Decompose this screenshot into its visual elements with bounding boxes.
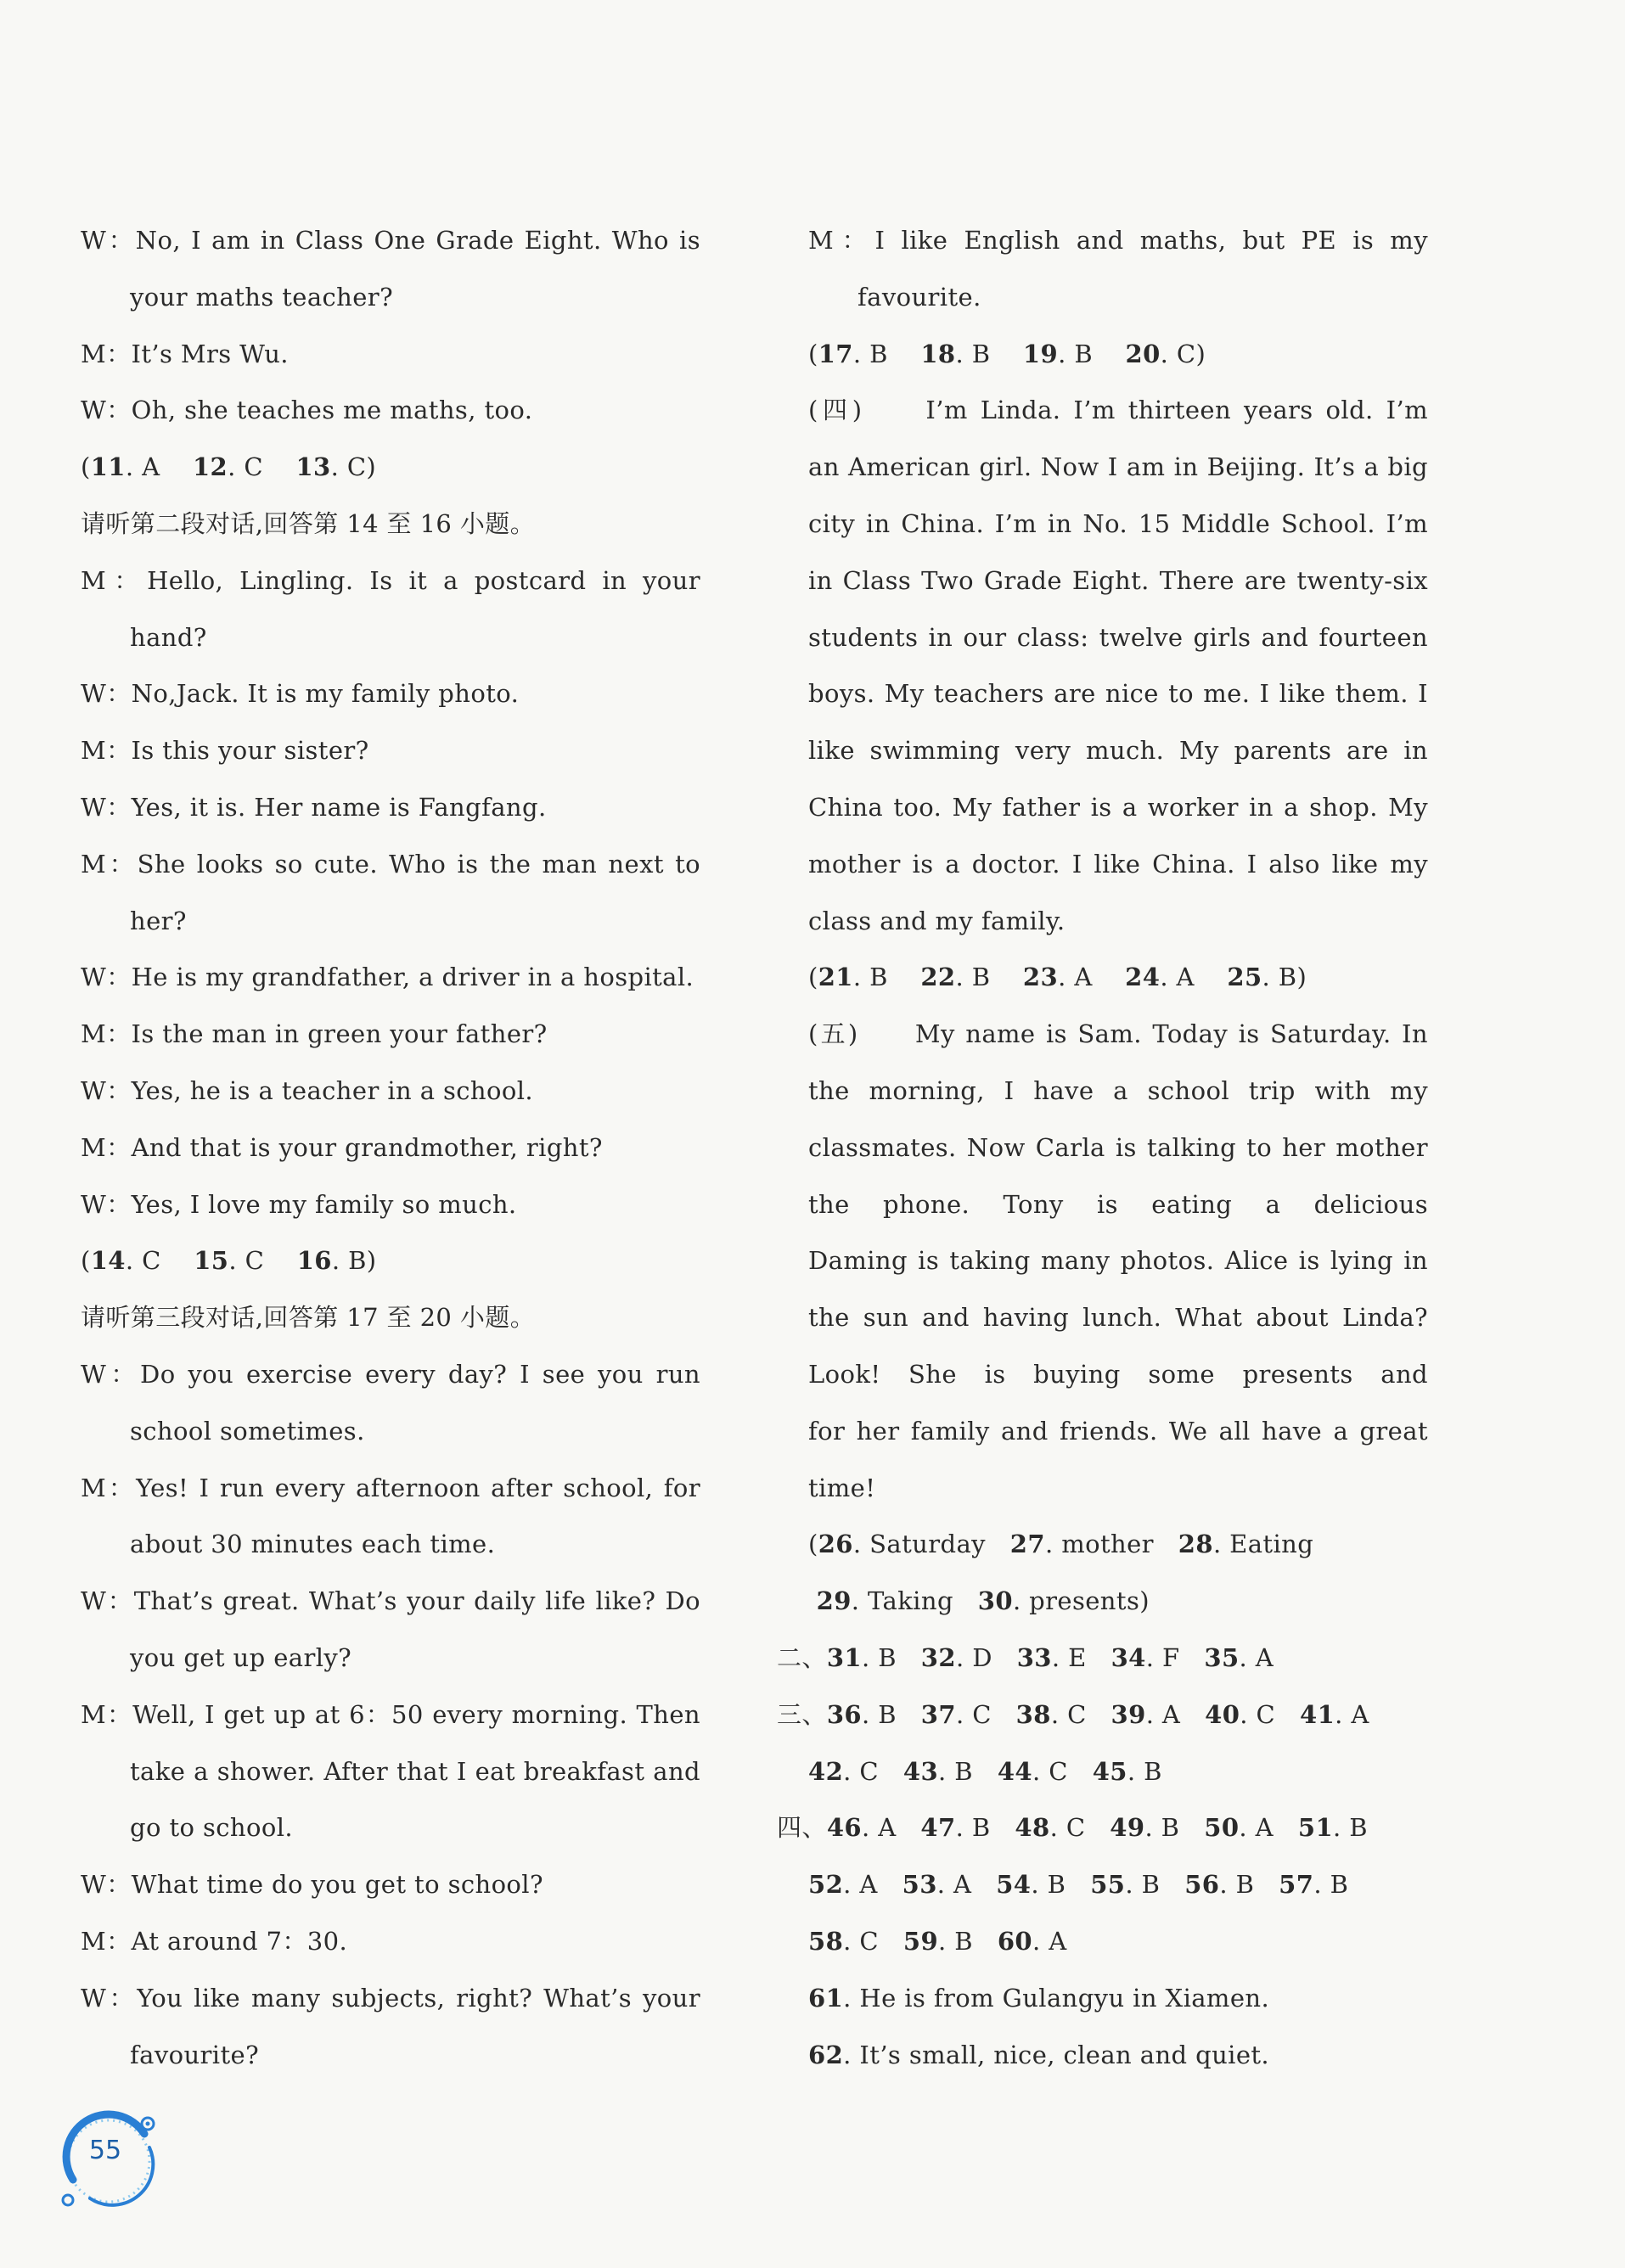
left-text-line: (11. A 12. C 13. C) bbox=[81, 452, 377, 482]
right-text-line: 三、36. B 37. C 38. C 39. A 40. C 41. A bbox=[777, 1699, 1369, 1729]
right-text-line: mother is a doctor. I like China. I also like my bbox=[808, 849, 1428, 879]
right-text-line: boys. My teachers are nice to me. I like them. I bbox=[808, 679, 1428, 709]
left-text-line: you get up early? bbox=[130, 1642, 352, 1672]
right-text-line: students in our class: twelve girls and fourteen bbox=[808, 622, 1428, 652]
left-text-line: W：Oh, she teaches me maths, too. bbox=[81, 396, 533, 425]
right-text-line: 42. C 43. B 44. C 45. B bbox=[808, 1756, 1162, 1786]
right-text-line: (五) My name is Sam. Today is Saturday. In bbox=[808, 1019, 1428, 1049]
left-text-line: W：What time do you get to school? bbox=[81, 1870, 543, 1900]
right-text-line: 62. It’s small, nice, clean and quiet. bbox=[808, 2040, 1270, 2069]
left-text-line: W：He is my grandfather, a driver in a hospital. bbox=[81, 963, 694, 992]
right-text-line: the morning, I have a school trip with my bbox=[808, 1075, 1428, 1105]
left-text-line: hand? bbox=[130, 622, 207, 652]
left-text-line: M：Hello, Lingling. Is it a postcard in your bbox=[81, 565, 700, 595]
right-text-line: 四、46. A 47. B 48. C 49. B 50. A 51. B bbox=[777, 1813, 1368, 1843]
right-text-line: like swimming very much. My parents are in bbox=[808, 736, 1428, 766]
right-text-line: favourite. bbox=[857, 282, 981, 312]
right-text-line: 61. He is from Gulangyu in Xiamen. bbox=[808, 1983, 1270, 2013]
left-text-line: M：It’s Mrs Wu. bbox=[81, 339, 289, 368]
right-text-line: 二、31. B 32. D 33. E 34. F 35. A bbox=[777, 1642, 1274, 1672]
left-text-line: M：Well, I get up at 6：50 every morning. Then bbox=[81, 1699, 700, 1729]
left-text-line: M：Yes! I run every afternoon after school, for bbox=[81, 1473, 700, 1502]
left-column bbox=[81, 212, 700, 2083]
left-text-line: W：No, I am in Class One Grade Eight. Who is bbox=[81, 226, 700, 255]
left-text-line: her? bbox=[130, 906, 187, 935]
right-text-line: the sun and having lunch. What about Linda? bbox=[808, 1303, 1428, 1333]
right-text-line: (四) I’m Linda. I’m thirteen years old. I’m bbox=[808, 396, 1428, 425]
left-text-line: your maths teacher? bbox=[130, 282, 394, 312]
right-text-line: classmates. Now Carla is talking to her mother bbox=[808, 1132, 1428, 1162]
left-text-line: W：Do you exercise every day? I see you run bbox=[81, 1359, 700, 1389]
left-text-line: take a shower. After that I eat breakfast and bbox=[130, 1756, 700, 1786]
right-text-line: (17. B 18. B 19. B 20. C) bbox=[808, 339, 1206, 368]
left-text-line: M：She looks so cute. Who is the man next to bbox=[81, 849, 700, 879]
right-text-line: in Class Two Grade Eight. There are twenty-six bbox=[808, 565, 1428, 595]
left-text-line: W：No,Jack. It is my family photo. bbox=[81, 679, 520, 709]
right-text-line: city in China. I’m in No. 15 Middle School. I’m bbox=[808, 508, 1428, 538]
right-text-line: M：I like English and maths, but PE is my bbox=[808, 226, 1428, 255]
left-text-line: M：Is this your sister? bbox=[81, 736, 369, 766]
left-text-line: about 30 minutes each time. bbox=[130, 1530, 496, 1559]
left-text-line: W：Yes, I love my family so much. bbox=[81, 1189, 517, 1219]
right-text-line: an American girl. Now I am in Beijing. It’s a big bbox=[808, 452, 1428, 482]
left-text-line: M：Is the man in green your father? bbox=[81, 1019, 548, 1049]
left-text-line: W：That’s great. What’s your daily life like? Do bbox=[81, 1586, 700, 1616]
right-text-line: China too. My father is a worker in a shop. My bbox=[808, 792, 1428, 822]
right-text-line: (26. Saturday 27. mother 28. Eating bbox=[808, 1530, 1314, 1559]
page-number: 55 bbox=[88, 2136, 122, 2165]
right-column bbox=[777, 212, 1428, 2083]
right-text-line: class and my family. bbox=[808, 906, 1066, 935]
left-text-line: W：You like many subjects, right? What’s your bbox=[81, 1983, 700, 2013]
right-text-line: time! bbox=[808, 1473, 876, 1502]
left-text-line: 请听第二段对话,回答第 14 至 16 小题。 bbox=[81, 508, 536, 538]
left-text-line: (14. C 15. C 16. B) bbox=[81, 1246, 377, 1276]
right-text-line: Daming is taking many photos. Alice is lying in bbox=[808, 1246, 1428, 1276]
right-text-line: Look! She is buying some presents and bbox=[808, 1359, 1428, 1389]
left-text-line: 请听第三段对话,回答第 17 至 20 小题。 bbox=[81, 1303, 536, 1333]
left-text-line: M：At around 7：30. bbox=[81, 1926, 348, 1956]
right-text-line: for her family and friends. We all have a great bbox=[808, 1416, 1428, 1446]
right-text-line: 52. A 53. A 54. B 55. B 56. B 57. B bbox=[808, 1870, 1349, 1900]
right-text-line: 29. Taking 30. presents) bbox=[816, 1586, 1150, 1616]
left-text-line: M：And that is your grandmother, right? bbox=[81, 1132, 603, 1162]
left-text-line: favourite? bbox=[130, 2040, 260, 2069]
right-text-line: (21. B 22. B 23. A 24. A 25. B) bbox=[808, 963, 1307, 992]
left-text-line: go to school. bbox=[130, 1813, 293, 1843]
right-text-line: 58. C 59. B 60. A bbox=[808, 1926, 1067, 1956]
left-text-line: school sometimes. bbox=[130, 1416, 365, 1446]
right-text-line: the phone. Tony is eating a delicious bbox=[808, 1189, 1428, 1219]
left-text-line: W：Yes, it is. Her name is Fangfang. bbox=[81, 792, 547, 822]
left-text-line: W：Yes, he is a teacher in a school. bbox=[81, 1075, 534, 1105]
